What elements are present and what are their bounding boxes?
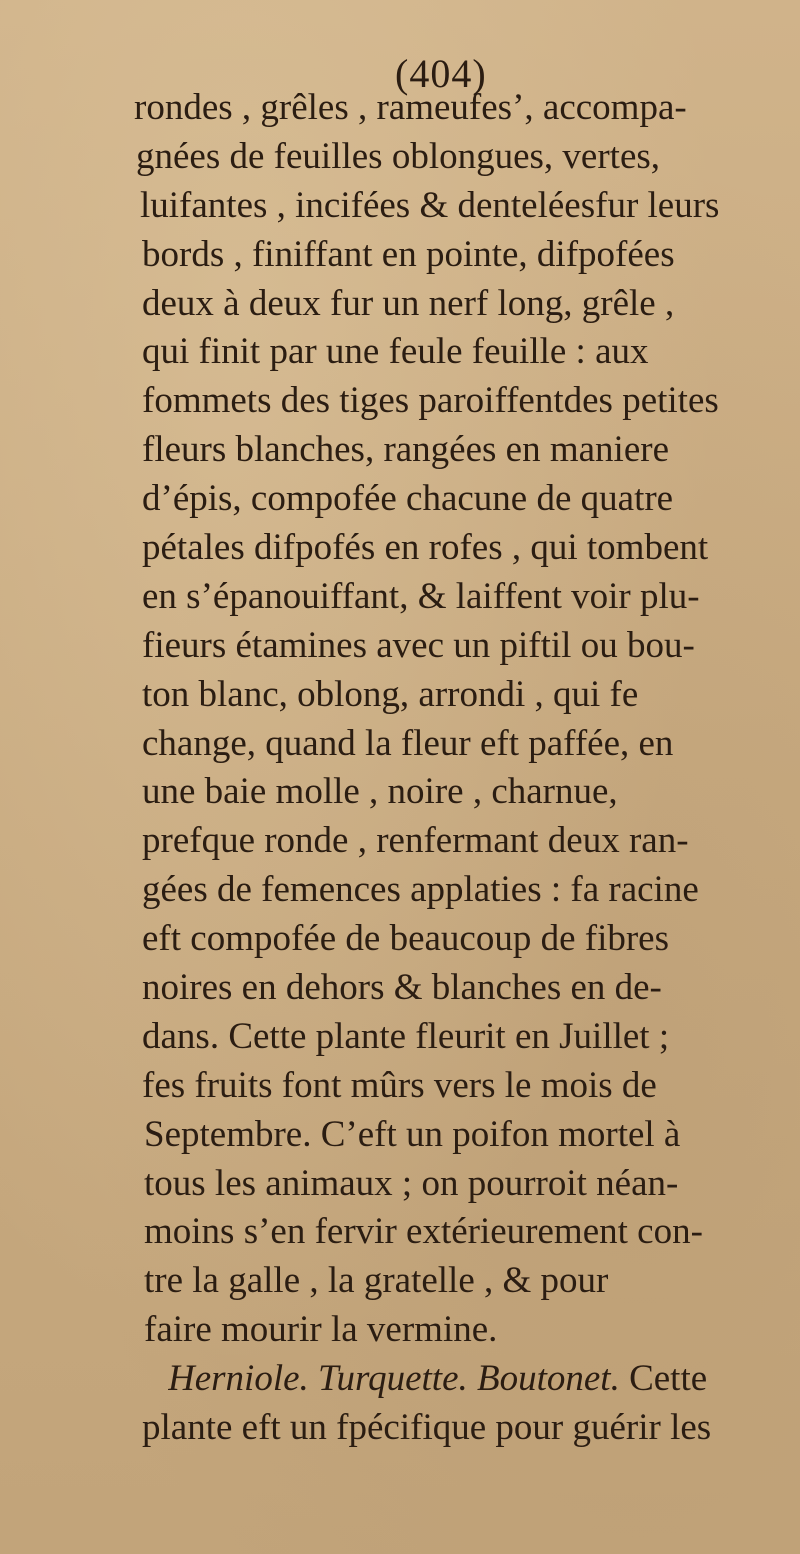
text-line: noires en dehors & blanches en de- (142, 967, 662, 1009)
blank-page-area (0, 1290, 800, 1554)
text-line: tre la galle , la gratelle , & pour (144, 1260, 609, 1302)
text-line: prefque ronde , renfermant deux ran- (142, 820, 689, 862)
text-line: fleurs blanches, rangées en maniere (142, 429, 669, 471)
text-line: gnées de feuilles oblongues, vertes, (136, 135, 661, 177)
text-line: plante eft un fpécifique pour guérir les (142, 1407, 712, 1449)
text-line: pétales difpofés en rofes , qui tombent (142, 527, 709, 569)
text-line: tous les animaux ; on pourroit néan- (144, 1162, 679, 1204)
text-line: eft compofée de beaucoup de fibres (142, 918, 669, 960)
body-text (128, 84, 778, 1453)
text-line: rondes , grêles , rameufes’, accompa- (134, 87, 687, 128)
text-line: Septembre. C’eft un poifon mortel à (144, 1113, 681, 1155)
text-line: fieurs étamines avec un piftil ou bou- (142, 624, 695, 666)
text-line: qui finit par une feule feuille : aux (142, 331, 649, 373)
text-line: dans. Cette plante fleurit en Juillet ; (142, 1015, 670, 1057)
text-line: moins s’en fervir extérieurement con- (144, 1211, 703, 1253)
text-line: ton blanc, oblong, arrondi , qui fe (142, 673, 639, 715)
page-number: (404) (395, 51, 487, 96)
text-line: change, quand la fleur eft paffée, en (142, 722, 674, 764)
text-line: en s’épanouiffant, & laiffent voir plu- (142, 575, 700, 617)
text-line: d’épis, compofée chacune de quatre (142, 478, 674, 520)
text-line: deux à deux fur un nerf long, grêle , (142, 282, 675, 324)
entry-heading: Herniole. Turquette. Boutonet. (168, 1358, 620, 1400)
text-line: une baie molle , noire , charnue, (142, 771, 618, 813)
text-line: gées de femences applaties : fa racine (142, 869, 699, 911)
text-line: luifantes , incifées & denteléesfur leurs (140, 184, 720, 226)
text-line: bords , finiffant en pointe, difpofées (142, 233, 675, 275)
entry-heading-rest: Cette (619, 1358, 708, 1400)
text-line: fommets des tiges paroiffentdes petites (142, 380, 719, 422)
text-line: faire mourir la vermine. (144, 1309, 498, 1351)
text-line: fes fruits font mûrs vers le mois de (142, 1064, 657, 1106)
